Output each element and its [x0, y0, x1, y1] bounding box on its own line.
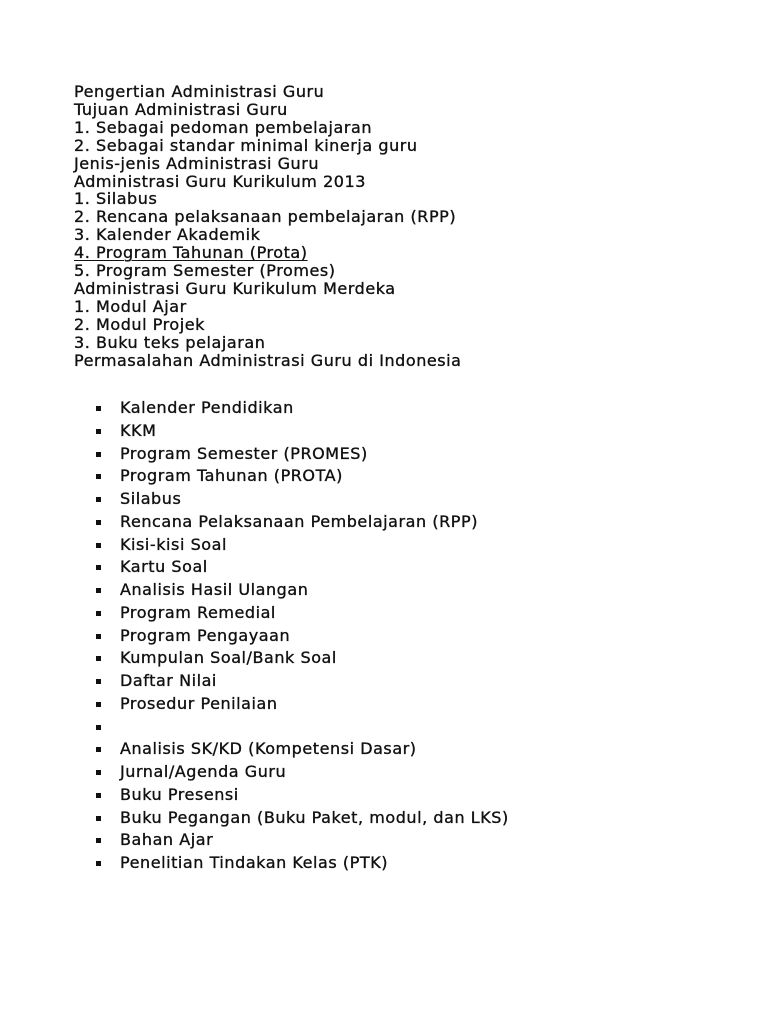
list-item	[96, 761, 716, 784]
heading-jenis: Jenis-jenis Administrasi Guru	[74, 153, 320, 173]
heading-tujuan: Tujuan Administrasi Guru	[74, 99, 288, 119]
list-item	[96, 420, 716, 443]
list-item-label: Buku Presensi	[120, 784, 239, 804]
list-item	[96, 625, 716, 648]
numbered-item: 1. Modul Ajar	[74, 296, 187, 316]
bullet-square-icon	[96, 543, 101, 548]
bullet-square-icon	[96, 520, 101, 525]
list-item	[96, 784, 716, 807]
bullet-square-icon	[96, 565, 101, 570]
numbered-item: 1. Silabus	[74, 189, 158, 209]
list-item-label: Prosedur Penilaian	[120, 693, 278, 713]
bullet-square-icon	[96, 679, 101, 684]
bullet-square-icon	[96, 770, 101, 775]
list-item	[96, 511, 716, 534]
list-item-label: Daftar Nilai	[120, 671, 217, 690]
list-item-label: Silabus	[120, 489, 182, 508]
numbered-item: 2. Sebagai standar minimal kinerja guru	[74, 135, 418, 155]
list-item	[96, 647, 716, 670]
bullet-square-icon	[96, 656, 101, 661]
list-item-label: Kumpulan Soal/Bank Soal	[120, 648, 337, 668]
bullet-square-icon	[96, 474, 101, 479]
list-item	[96, 443, 716, 466]
heading-kurikulum-merdeka: Administrasi Guru Kurikulum Merdeka	[74, 278, 396, 298]
bullet-square-icon	[96, 816, 101, 821]
bullet-square-icon	[96, 838, 101, 843]
bullet-list	[96, 397, 716, 875]
list-item-label: Kisi-kisi Soal	[120, 534, 227, 554]
list-item-label: Bahan Ajar	[120, 830, 214, 850]
list-item	[96, 693, 716, 716]
list-item-label: Program Semester (PROMES)	[120, 443, 368, 463]
list-item	[96, 738, 716, 761]
list-item	[96, 488, 716, 511]
list-item	[96, 465, 716, 488]
list-item-empty	[96, 716, 716, 739]
bullet-square-icon	[96, 452, 101, 457]
list-item	[96, 807, 716, 830]
list-item-label: Program Pengayaan	[120, 625, 291, 645]
bullet-square-icon	[96, 725, 101, 730]
bullet-square-icon	[96, 702, 101, 707]
bullet-square-icon	[96, 429, 101, 434]
list-item-label: Buku Pegangan (Buku Paket, modul, dan LKS)	[120, 807, 509, 827]
list-item	[96, 579, 716, 602]
numbered-item: 3. Kalender Akademik	[74, 225, 261, 245]
list-item-label: Rencana Pelaksanaan Pembelajaran (RPP)	[120, 511, 478, 531]
list-item-label: Program Remedial	[120, 602, 276, 622]
list-item	[96, 829, 716, 852]
program-tahunan-link[interactable]: 4. Program Tahunan (Prota)	[74, 243, 308, 263]
bullet-square-icon	[96, 634, 101, 639]
list-item-label: Penelitian Tindakan Kelas (PTK)	[120, 853, 389, 872]
list-item	[96, 852, 716, 875]
list-item-label: Program Tahunan (PROTA)	[120, 466, 343, 486]
heading-pengertian: Pengertian Administrasi Guru	[74, 82, 325, 101]
list-item	[96, 556, 716, 579]
bullet-square-icon	[96, 406, 101, 411]
heading-permasalahan: Permasalahan Administrasi Guru di Indonesia	[74, 350, 462, 370]
bullet-square-icon	[96, 861, 101, 866]
bullet-square-icon	[96, 588, 101, 593]
bullet-square-icon	[96, 793, 101, 798]
heading-kurikulum-2013: Administrasi Guru Kurikulum 2013	[74, 171, 366, 191]
list-item-label: Kalender Pendidikan	[120, 398, 294, 417]
list-item-label: Jurnal/Agenda Guru	[120, 762, 287, 781]
list-item	[96, 602, 716, 625]
list-item-label: Kartu Soal	[120, 557, 208, 577]
bullet-square-icon	[96, 747, 101, 752]
numbered-item: 5. Program Semester (Promes)	[74, 261, 336, 281]
numbered-item: 2. Rencana pelaksanaan pembelajaran (RPP)	[74, 207, 457, 227]
document-text-block	[74, 83, 734, 370]
numbered-item: 2. Modul Projek	[74, 314, 205, 334]
bullet-square-icon	[96, 611, 101, 616]
numbered-item: 3. Buku teks pelajaran	[74, 332, 266, 352]
list-item-label: Analisis Hasil Ulangan	[120, 580, 309, 599]
list-item	[96, 670, 716, 693]
list-item	[96, 397, 716, 420]
list-item	[96, 534, 716, 557]
list-item-label: Analisis SK/KD (Kompetensi Dasar)	[120, 739, 417, 759]
bullet-square-icon	[96, 497, 101, 502]
list-item-label: KKM	[120, 420, 157, 440]
numbered-item: 1. Sebagai pedoman pembelajaran	[74, 117, 373, 137]
